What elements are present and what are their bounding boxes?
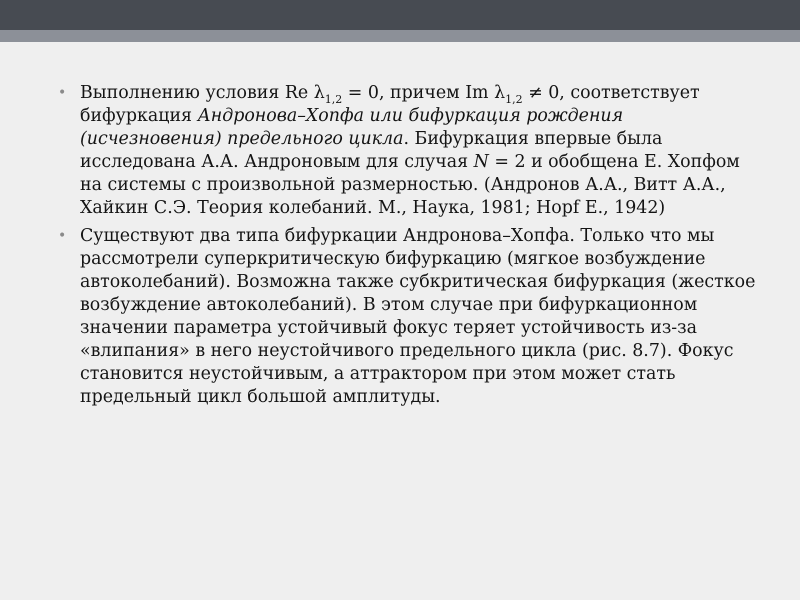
header-bar bbox=[0, 0, 800, 30]
text-segment: = 0, причем Im λ bbox=[342, 83, 506, 103]
subscript: 1,2 bbox=[505, 93, 523, 106]
slide-body bbox=[58, 82, 758, 414]
italic-term: Андронова–Хопфа или бифуркация рождения (исчезновения) предельного цикла bbox=[80, 106, 624, 149]
text-segment: . Бифуркация впервые была исследована А.А. Андроновым для случая bbox=[80, 129, 663, 172]
header-stripe bbox=[0, 30, 800, 42]
italic-variable: N bbox=[473, 152, 489, 172]
text-segment: ≠ 0, соответствует бифуркация bbox=[80, 83, 700, 126]
subscript: 1,2 bbox=[324, 93, 343, 106]
paragraph-hopf-condition bbox=[58, 82, 758, 220]
bullet-icon: • bbox=[58, 85, 67, 101]
bullet-icon: • bbox=[58, 228, 67, 244]
paragraph-bifurcation-types bbox=[58, 225, 758, 409]
text-segment: Выполнению условия Re λ bbox=[80, 83, 325, 103]
text-segment: = 2 и обобщена Е. Хопфом на системы с произвольной размерностью. (Андронов А.А., Витт А.А., Хайкин С.Э. Теория колебаний. М., Наука, 1981; Hopf E., 1942) bbox=[80, 152, 740, 218]
paragraph-text: Существуют два типа бифуркации Андронова–Хопфа. Только что мы рассмотрели суперкритическую бифуркацию (мягкое возбуждение автоколебаний). Возможна также субкритическая бифуркация (жесткое возбуждение автоколебаний). В этом случае при бифуркационном значении параметра устойчивый фокус теряет устойчивость из-за «влипания» в него неустойчивого предельного цикла (рис. 8.7). Фокус становится неустойчивым, а аттрактором при этом может стать предельный цикл большой амплитуды. bbox=[80, 226, 756, 407]
